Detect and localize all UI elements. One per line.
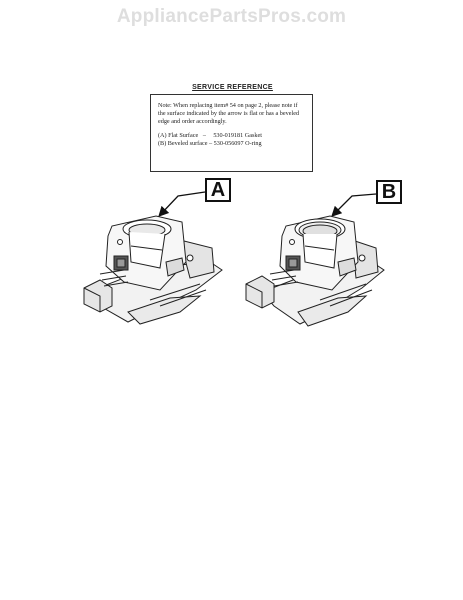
option-surface: Flat Surface (168, 132, 199, 139)
option-part: 530-056097 O-ring (213, 140, 262, 147)
housing-a-flat-surface (84, 216, 222, 324)
option-surface: Beveled surface (167, 140, 208, 147)
housing-b-beveled-surface (246, 216, 384, 326)
label-a: A (205, 178, 231, 202)
label-b: B (376, 180, 402, 204)
watermark: AppliancePartsPros.com (116, 6, 347, 27)
option-id: (A) (158, 132, 167, 139)
service-reference-title: SERVICE REFERENCE (192, 84, 273, 91)
arrow-b (333, 194, 376, 215)
arrow-a (160, 192, 205, 215)
service-reference-note: Note: When replacing item# 54 on page 2, please note if the surface indicated by the arrow is flat or has a beveled edge and order accordingly. (158, 102, 300, 125)
option-dash: – (209, 140, 213, 147)
option-id: (B) (158, 140, 167, 147)
option-part: 530-019181 Gasket (213, 132, 262, 139)
option-dash: – (199, 132, 206, 139)
